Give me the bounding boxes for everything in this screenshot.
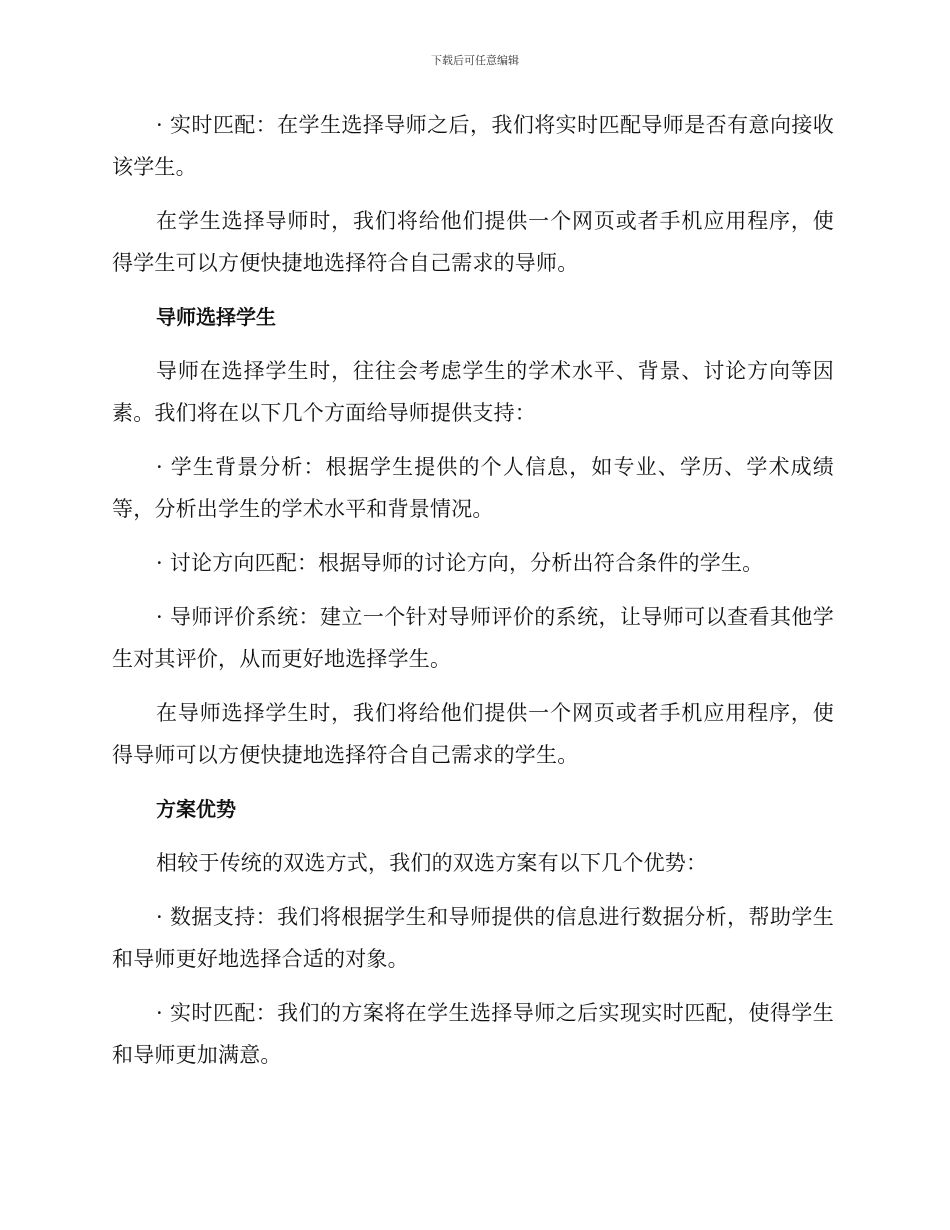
section-heading-tutor-selects: 导师选择学生	[156, 305, 276, 329]
paragraph-tutor-factors: 导师在选择学生时，往往会考虑学生的学术水平、背景、讨论方向等因素。我们将在以下几个方面给导师提供支持：	[112, 359, 834, 425]
paragraph-background-analysis: · 学生背景分析：根据学生提供的个人信息，如专业、学历、学术成绩等，分析出学生的学术水平和背景情况。	[112, 455, 834, 521]
paragraph-advantages-intro: 相较于传统的双选方式，我们的双选方案有以下几个优势：	[156, 851, 708, 875]
page-header: 下载后可任意编辑	[431, 54, 519, 67]
section-heading-advantages: 方案优势	[156, 797, 236, 821]
paragraph-student-app: 在学生选择导师时，我们将给他们提供一个网页或者手机应用程序，使得学生可以方便快捷地选择符合自己需求的导师。	[112, 209, 834, 275]
document-body	[112, 104, 834, 1088]
paragraph-realtime-advantage: · 实时匹配：我们的方案将在学生选择导师之后实现实时匹配，使得学生和导师更加满意。	[112, 1001, 834, 1067]
paragraph-realtime-match: · 实时匹配：在学生选择导师之后，我们将实时匹配导师是否有意向接收该学生。	[112, 113, 834, 179]
paragraph-direction-match: · 讨论方向匹配：根据导师的讨论方向，分析出符合条件的学生。	[156, 551, 764, 575]
paragraph-tutor-app: 在导师选择学生时，我们将给他们提供一个网页或者手机应用程序，使得导师可以方便快捷地选择符合自己需求的学生。	[112, 701, 834, 767]
paragraph-evaluation-system: · 导师评价系统：建立一个针对导师评价的系统，让导师可以查看其他学生对其评价，从而更好地选择学生。	[112, 605, 834, 671]
paragraph-data-support: · 数据支持：我们将根据学生和导师提供的信息进行数据分析，帮助学生和导师更好地选择合适的对象。	[112, 905, 834, 971]
